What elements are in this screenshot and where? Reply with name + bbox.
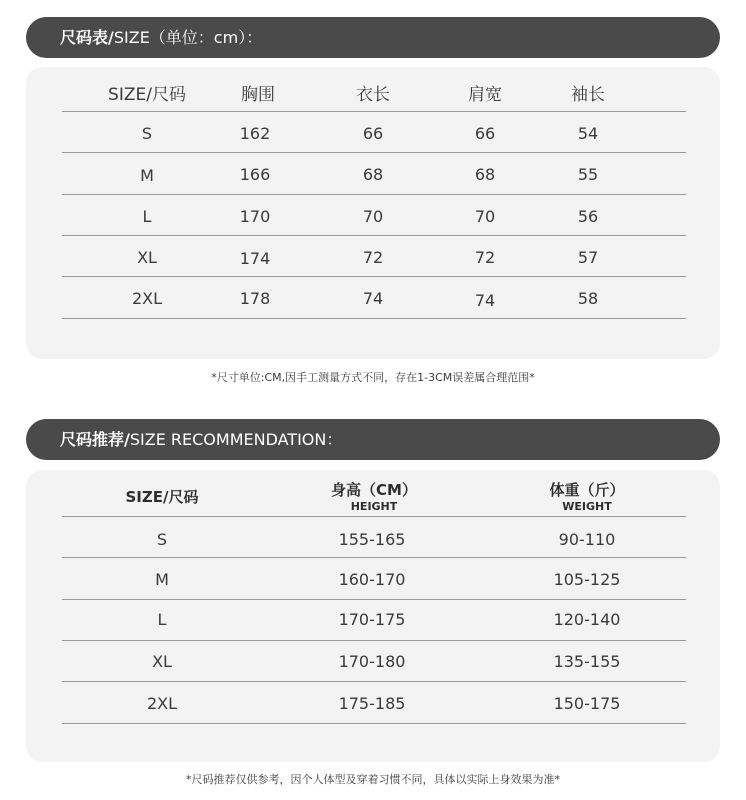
size-chart-cell: 56 [577,207,599,226]
recommendation-cell: 160-170 [338,570,406,589]
size-chart-cell: M [140,166,154,185]
size-chart-cell: XL [137,248,157,267]
recommendation-header [26,419,720,460]
recommendation-col-size [126,486,199,507]
recommendation-divider [62,681,686,682]
size-chart-cell: 74 [474,291,496,310]
recommendation-cell: 170-180 [338,652,406,671]
size-chart-note: *尺寸单位:CM,因手工测量方式不同，存在1-3CM误差属合理范围* [211,371,535,384]
size-chart-cell: 57 [577,248,599,267]
recommendation-header-bold: 尺码推荐/ [60,430,130,449]
size-chart-header [26,17,720,58]
recommendation-col-weight-sub: WEIGHT [562,500,612,513]
recommendation-cell: S [156,530,168,549]
size-chart-col-size: SIZE/尺码 [108,85,186,105]
recommendation-cell: L [157,610,167,629]
size-chart-cell: S [141,124,153,143]
size-chart-cell: 58 [577,289,599,308]
size-chart-cell: 166 [239,165,271,184]
size-chart-cell: 70 [362,207,384,226]
recommendation-col-height-label: 身高（CM） [331,481,417,499]
recommendation-cell: 105-125 [553,570,621,589]
size-chart-header-text: SIZE（单位：cm）： [113,28,263,47]
size-chart-divider [62,318,686,319]
recommendation-divider [62,599,686,600]
recommendation-col-height-sub: HEIGHT [350,500,398,513]
size-chart-divider [62,235,686,236]
size-chart-col-shoulder: 肩宽 [468,85,502,105]
size-chart-col-length: 衣长 [356,85,390,105]
recommendation-col-height [331,479,417,513]
size-chart-cell: 170 [239,207,271,226]
recommendation-cell: 155-165 [338,530,406,549]
size-chart-col-sleeve: 袖长 [571,85,605,105]
size-chart-cell: 72 [362,248,384,267]
recommendation-cell: 175-185 [338,694,406,713]
recommendation-cell: 150-175 [553,694,621,713]
recommendation-divider [62,723,686,724]
size-chart-cell: 70 [474,207,496,226]
size-chart-cell: 178 [239,289,271,308]
size-chart-cell: 162 [239,124,271,143]
recommendation-col-weight [549,479,624,513]
recommendation-divider [62,516,686,517]
size-chart-cell: 174 [239,249,271,268]
recommendation-cell: 135-155 [553,652,621,671]
recommendation-cell: XL [152,652,172,671]
recommendation-note: *尺码推荐仅供参考，因个人体型及穿着习惯不同，具体以实际上身效果为准* [186,773,560,786]
recommendation-cell: 120-140 [553,610,621,629]
recommendation-col-weight-label: 体重（斤） [549,481,625,499]
size-chart-divider [62,152,686,153]
size-chart-cell: L [142,207,152,226]
size-chart-cell: 72 [474,248,496,267]
recommendation-header-text: SIZE RECOMMENDATION： [129,430,343,449]
size-chart-divider [62,194,686,195]
size-chart-col-chest: 胸围 [241,85,275,105]
recommendation-divider [62,557,686,558]
size-chart-cell: 54 [577,124,599,143]
recommendation-cell: M [155,570,169,589]
recommendation-divider [62,640,686,641]
recommendation-cell: 170-175 [338,610,406,629]
size-chart-cell: 74 [362,289,384,308]
recommendation-cell: 2XL [146,694,178,713]
size-chart-divider [62,111,686,112]
size-chart-cell: 66 [362,124,384,143]
size-chart-cell: 55 [577,165,599,184]
size-chart-cell: 68 [474,165,496,184]
size-chart-cell: 68 [362,165,384,184]
recommendation-col-size-label: SIZE/尺码 [125,488,199,506]
size-chart-cell: 2XL [131,289,163,308]
recommendation-cell: 90-110 [558,530,616,549]
size-chart-divider [62,276,686,277]
size-chart-cell: 66 [474,124,496,143]
size-chart-header-bold: 尺码表/ [60,28,114,47]
